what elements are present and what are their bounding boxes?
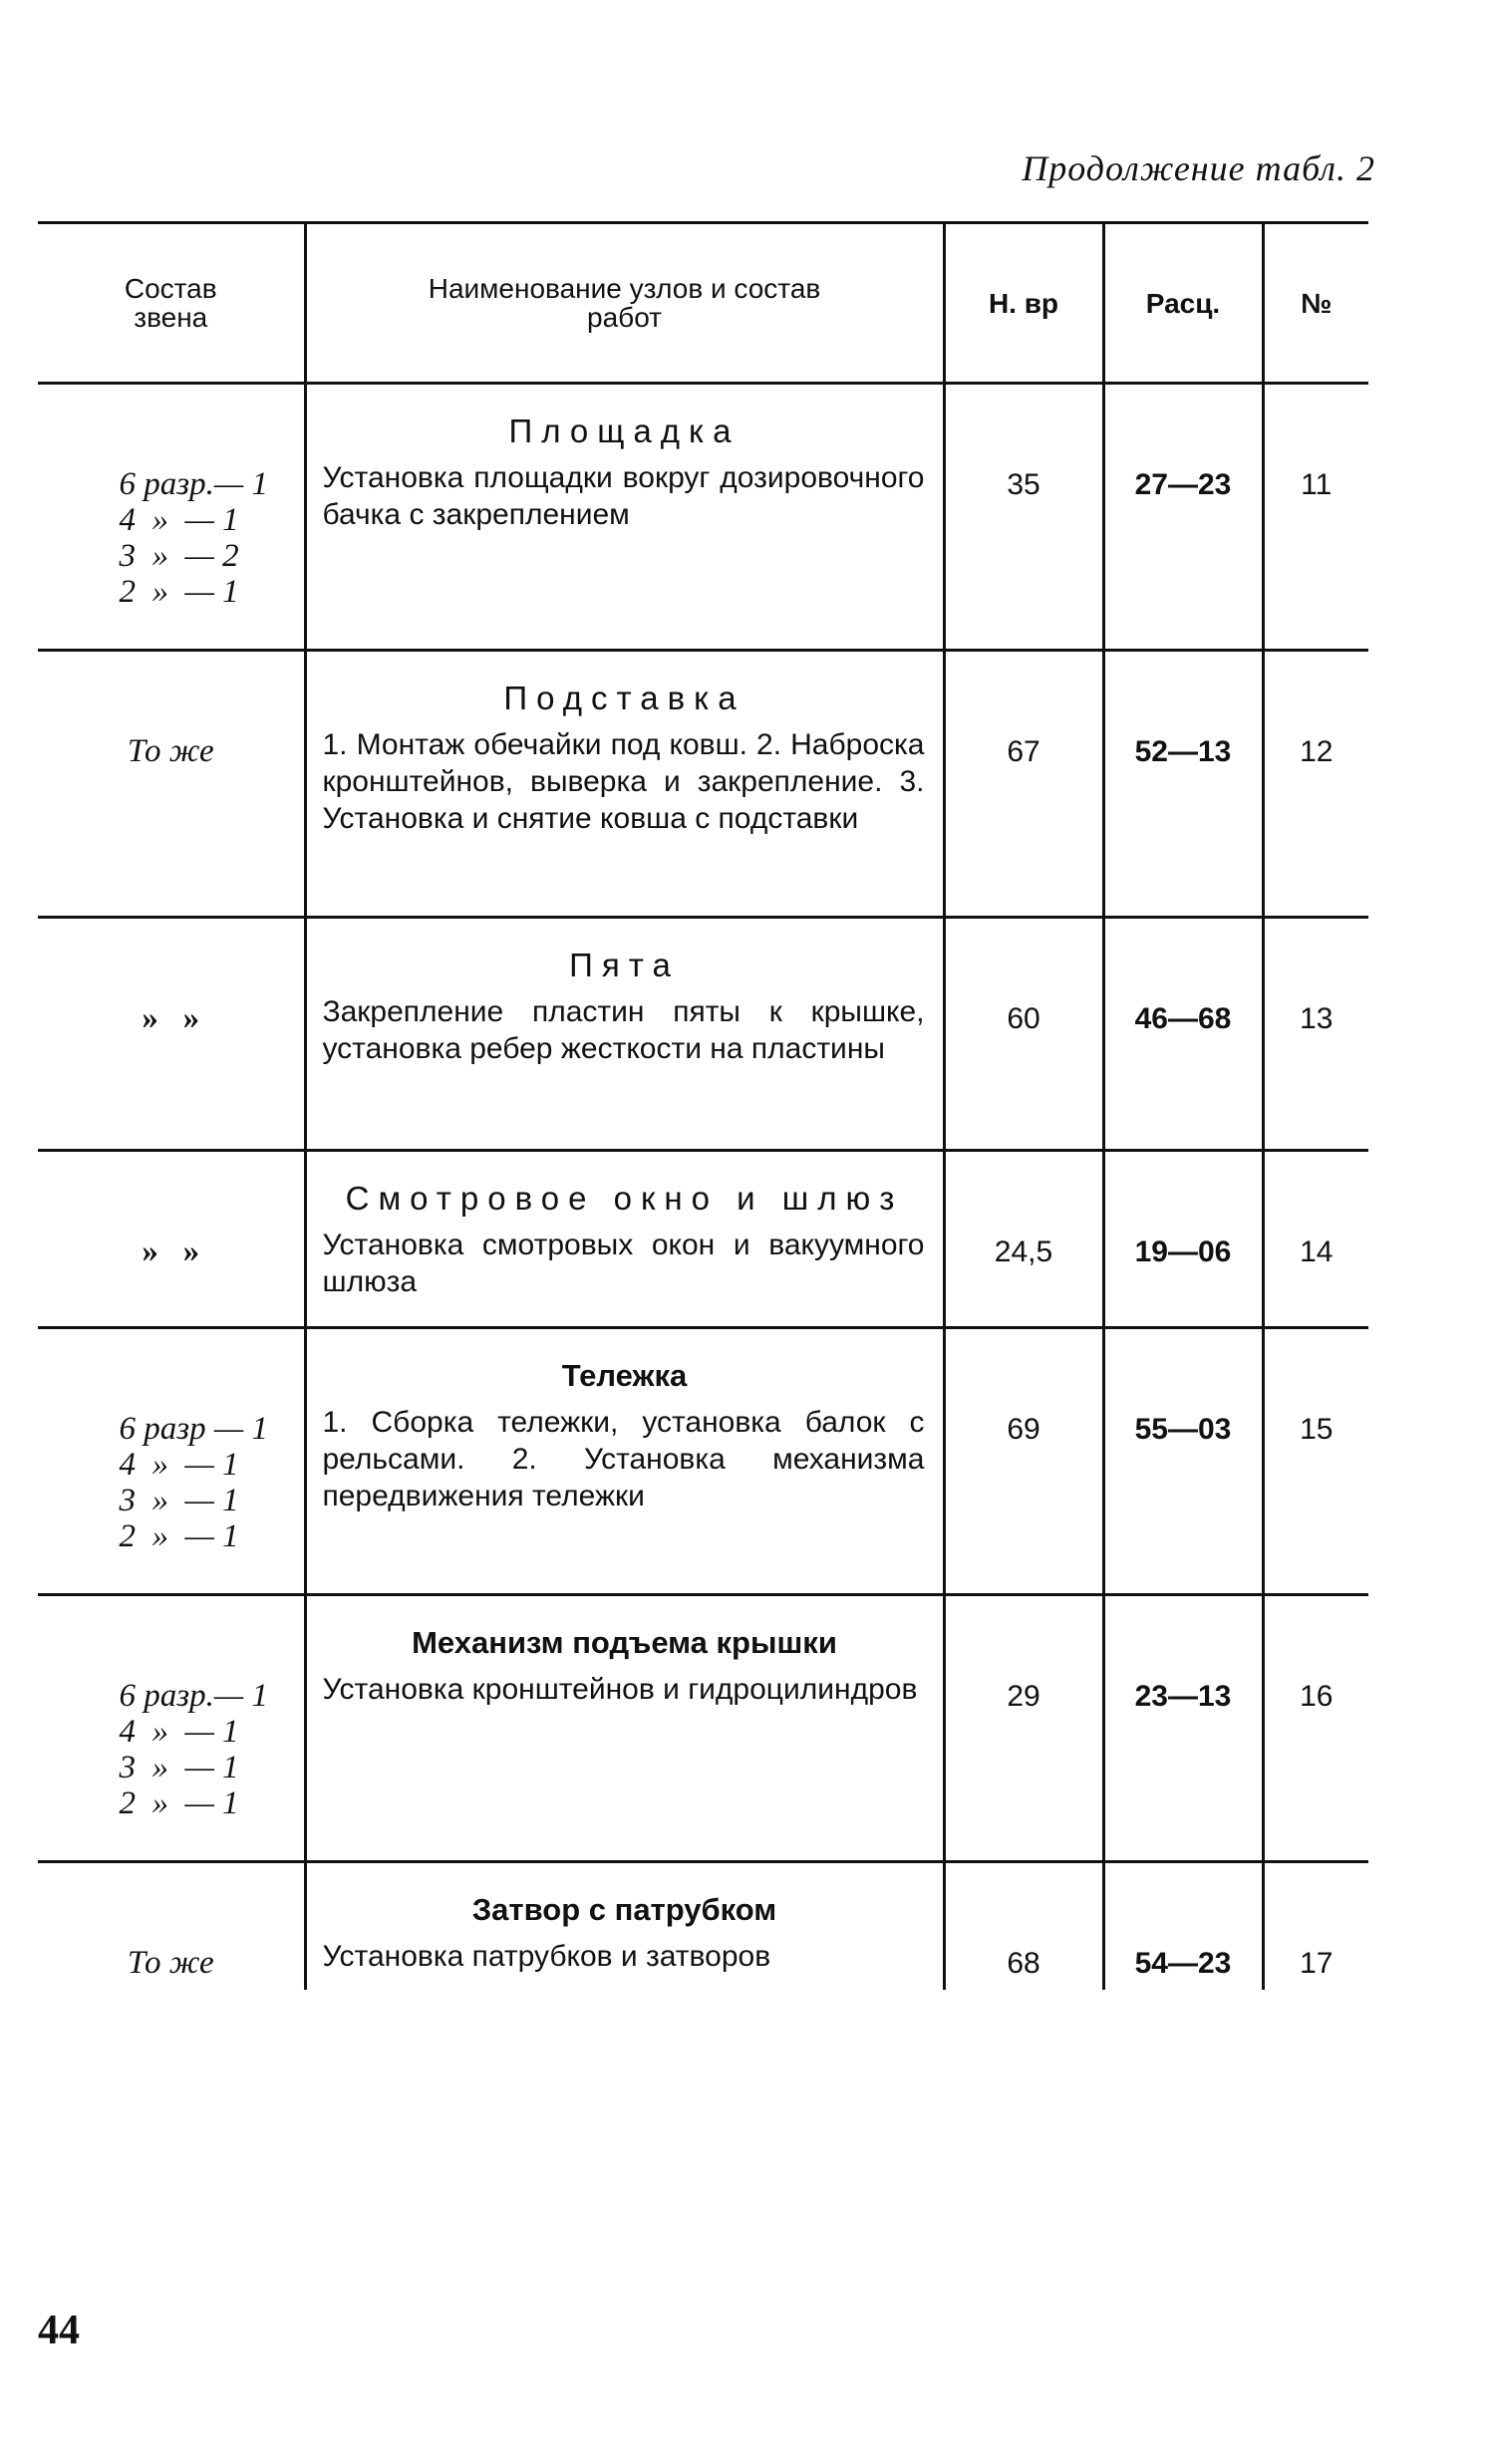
header-rate: Расц. [1103,223,1263,384]
crew-line: 4 » — 1 [119,1714,239,1750]
crew-cell [38,1151,305,1328]
crew-line: 4 » — 1 [119,502,239,538]
work-cell [305,651,944,918]
norms-table [38,221,1368,1990]
time-norm-cell: 29 [944,1595,1103,1862]
crew-cell [38,384,305,651]
section-title: Пята [569,947,680,983]
crew-composition [74,1678,268,1821]
page-heading: Продолжение табл. 2 [1022,148,1375,188]
crew-text: То же [127,733,214,769]
table-row [38,1595,1368,1862]
work-description: 1. Сборка тележки, установка балок с рельсами. 2. Установка механизма передвижения тележки [322,1406,925,1512]
crew-line: 6 разр.— 1 [119,466,268,502]
table-row [38,1862,1368,1990]
crew-line: 3 » — 1 [119,1483,239,1518]
crew-line: 2 » — 1 [119,1518,239,1554]
work-cell [305,918,944,1151]
table-row [38,1328,1368,1595]
row-number-cell: 13 [1263,918,1368,1151]
crew-line: 2 » — 1 [119,574,239,610]
section-title: Тележка [561,1358,688,1393]
rate-cell: 52—13 [1103,651,1263,918]
row-number-cell: 11 [1263,384,1368,651]
table-body [38,384,1368,1990]
work-cell [305,1595,944,1862]
row-number-cell: 17 [1263,1862,1368,1990]
work-cell [305,1151,944,1328]
section-title: Подставка [503,680,745,716]
crew-text: » » [142,1000,200,1036]
work-cell [305,1862,944,1990]
crew-line: 6 разр — 1 [119,1411,268,1447]
row-number-cell: 14 [1263,1151,1368,1328]
section-title: Механизм подъема крышки [412,1625,837,1660]
rate-cell: 54—23 [1103,1862,1263,1990]
row-number-cell: 12 [1263,651,1368,918]
work-description: 1. Монтаж обечайки под ковш. 2. Наброска кронштейнов, выверка и закрепление. 3. Установка и снятие ковша с подставки [322,728,925,835]
header-work: Наименование узлов и состав работ [305,223,944,384]
time-norm-cell: 24,5 [944,1151,1103,1328]
crew-cell [38,1595,305,1862]
header-number: № [1263,223,1368,384]
time-norm-cell: 69 [944,1328,1103,1595]
crew-text: » » [142,1233,200,1269]
time-norm-cell: 67 [944,651,1103,918]
table-row [38,1151,1368,1328]
table-row [38,918,1368,1151]
crew-line: 3 » — 1 [119,1750,239,1785]
row-number-cell: 15 [1263,1328,1368,1595]
crew-cell [38,651,305,918]
crew-line: 3 » — 2 [119,538,239,574]
page-number: 44 [38,2308,80,2353]
crew-line: 4 » — 1 [119,1447,239,1483]
work-description: Установка площадки вокруг дозировочного бачка с закреплением [322,461,925,531]
header-crew: Состав звена [38,223,305,384]
work-cell [305,1328,944,1595]
row-number-cell: 16 [1263,1595,1368,1862]
rate-cell: 19—06 [1103,1151,1263,1328]
rate-cell: 23—13 [1103,1595,1263,1862]
section-title: Затвор с патрубком [471,1892,777,1927]
crew-composition [74,466,268,610]
crew-cell [38,1328,305,1595]
work-description: Установка кронштейнов и гидроцилиндров [322,1673,918,1706]
section-title: Площадка [508,412,741,449]
crew-cell [38,1862,305,1990]
rate-cell: 46—68 [1103,918,1263,1151]
table-header-row [38,223,1368,384]
work-description: Установка патрубков и затворов [322,1940,771,1973]
crew-line: 6 разр.— 1 [119,1678,268,1714]
work-description: Установка смотровых окон и вакуумного шлюза [322,1229,925,1298]
work-cell [305,384,944,651]
crew-cell [38,918,305,1151]
section-title: Смотровое окно и шлюз [345,1180,904,1217]
crew-line: 2 » — 1 [119,1785,239,1821]
crew-text: То же [127,1945,214,1981]
table-row [38,651,1368,918]
crew-composition [74,1411,268,1554]
header-time-norm: Н. вр [944,223,1103,384]
table-row [38,384,1368,651]
time-norm-cell: 35 [944,384,1103,651]
time-norm-cell: 68 [944,1862,1103,1990]
work-description: Закрепление пластин пяты к крышке, установка ребер жесткости на пластины [322,995,925,1065]
rate-cell: 27—23 [1103,384,1263,651]
rate-cell: 55—03 [1103,1328,1263,1595]
time-norm-cell: 60 [944,918,1103,1151]
